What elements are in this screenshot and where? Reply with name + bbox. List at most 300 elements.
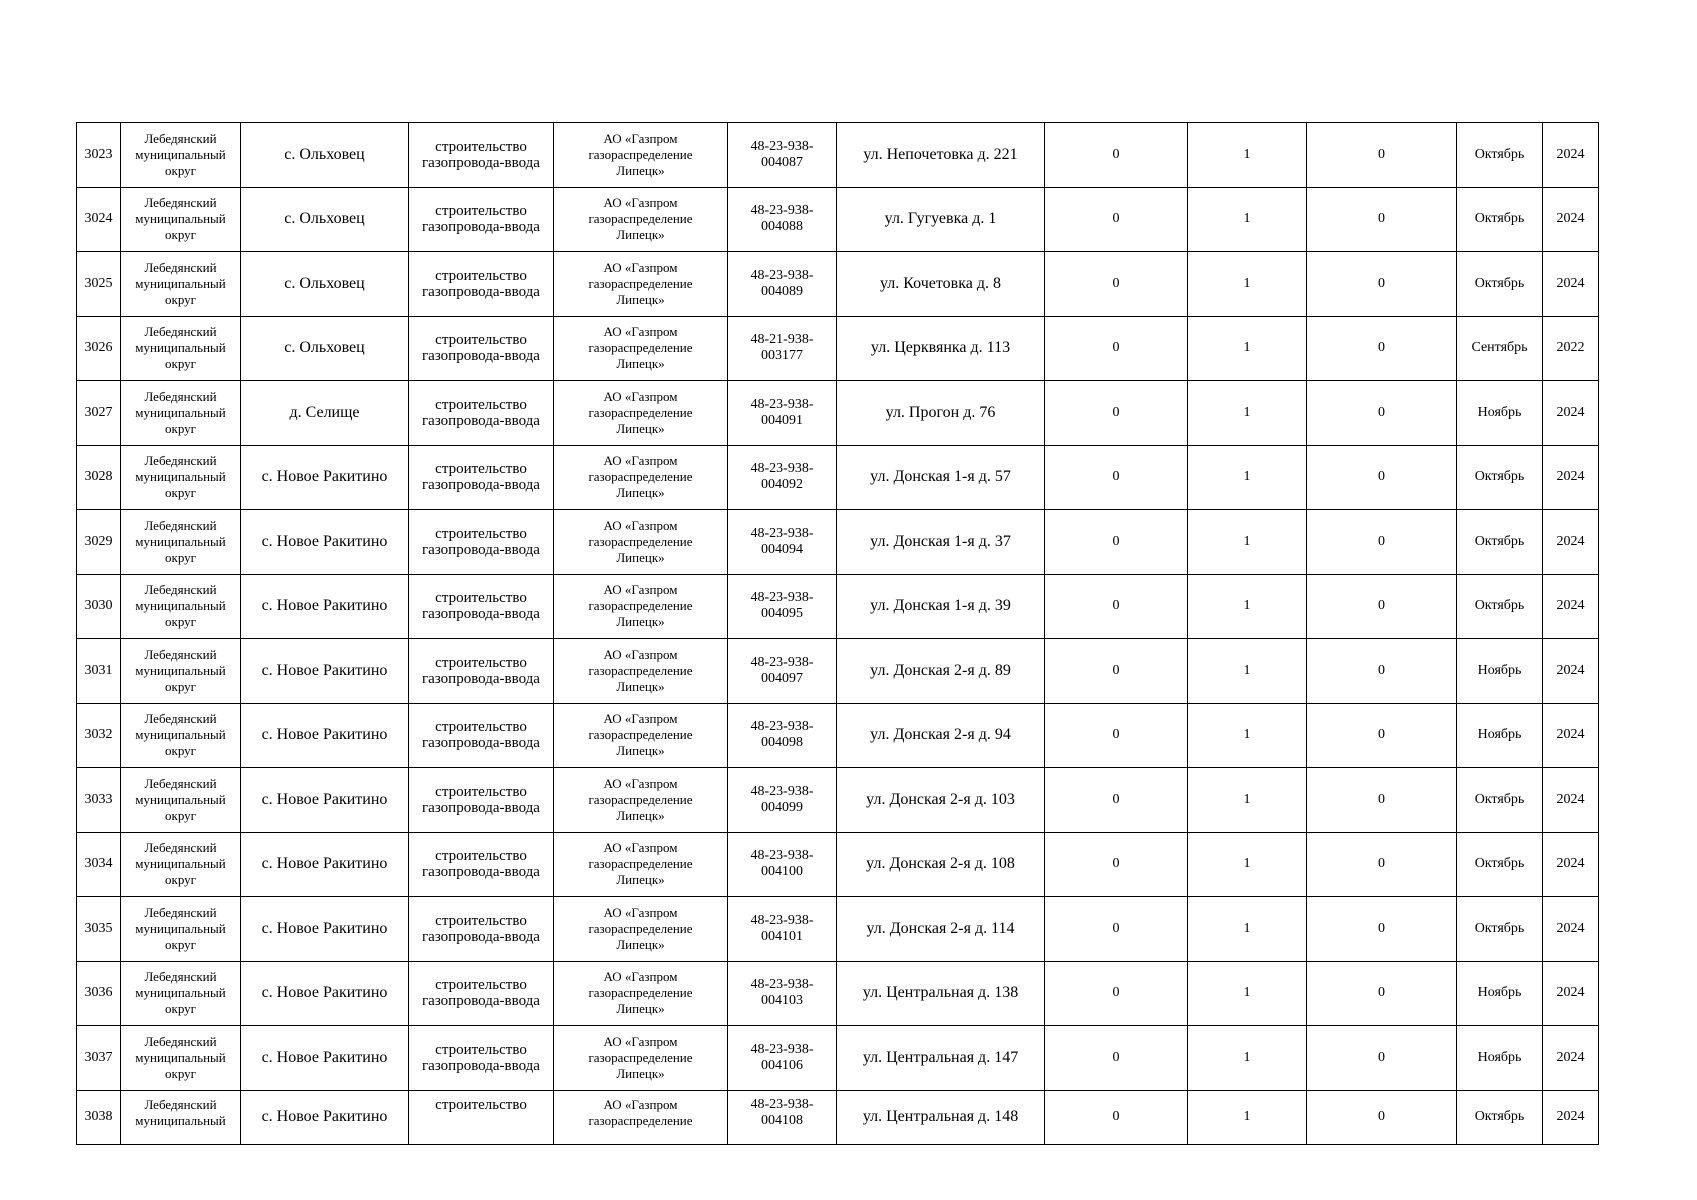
application-code-line: 48-23-938- xyxy=(750,203,814,219)
organization-cell xyxy=(554,445,728,510)
record-number-cell: 3034 xyxy=(77,832,121,897)
address-cell: ул. Центральная д. 148 xyxy=(837,1090,1045,1144)
organization-line: газораспределение xyxy=(588,791,693,807)
value-cell-2: 1 xyxy=(1188,703,1307,768)
application-code-cell xyxy=(728,1026,837,1091)
organization-line: газораспределение xyxy=(588,146,693,162)
year-cell: 2024 xyxy=(1543,445,1599,510)
work-type-line: строительство xyxy=(435,1096,527,1113)
value-cell-1: 0 xyxy=(1045,252,1188,317)
application-code-line: 48-23-938- xyxy=(750,783,814,799)
value-cell-1: 0 xyxy=(1045,574,1188,639)
organization-line: АО «Газпром xyxy=(603,324,678,340)
application-code-line: 48-23-938- xyxy=(750,396,814,412)
work-type-line: газопровода-ввода xyxy=(422,606,540,623)
value-cell-3: 0 xyxy=(1307,252,1457,317)
organization-line: АО «Газпром xyxy=(603,195,678,211)
district-cell xyxy=(121,961,241,1026)
district-cell xyxy=(121,252,241,317)
district-cell xyxy=(121,316,241,381)
work-type-line: газопровода-ввода xyxy=(422,541,540,558)
district-line: Лебедянский xyxy=(144,840,217,856)
value-cell-2: 1 xyxy=(1188,445,1307,510)
value-cell-3: 0 xyxy=(1307,510,1457,575)
application-code-cell xyxy=(728,123,837,188)
settlement-cell: с. Новое Ракитино xyxy=(241,574,409,639)
organization-line: газораспределение xyxy=(588,920,693,936)
application-code-cell xyxy=(728,703,837,768)
work-type-cell xyxy=(409,768,554,833)
work-type-line: газопровода-ввода xyxy=(422,928,540,945)
record-number-cell: 3026 xyxy=(77,316,121,381)
organization-line: Липецк» xyxy=(616,807,665,823)
work-type-cell xyxy=(409,510,554,575)
year-cell: 2024 xyxy=(1543,1026,1599,1091)
application-code-line: 004097 xyxy=(761,670,803,686)
organization-line: Липецк» xyxy=(616,614,665,630)
organization-line: газораспределение xyxy=(588,727,693,743)
district-line: Лебедянский xyxy=(144,195,217,211)
organization-line: газораспределение xyxy=(588,1049,693,1065)
district-line: Лебедянский xyxy=(144,904,217,920)
district-line: Лебедянский xyxy=(144,1033,217,1049)
organization-line: АО «Газпром xyxy=(603,969,678,985)
district-line: округ xyxy=(165,872,196,888)
work-type-line: строительство xyxy=(435,783,527,800)
work-type-cell xyxy=(409,703,554,768)
organization-line: Липецк» xyxy=(616,420,665,436)
work-type-line: строительство xyxy=(435,977,527,994)
organization-cell xyxy=(554,897,728,962)
value-cell-2: 1 xyxy=(1188,123,1307,188)
organization-line: АО «Газпром xyxy=(603,775,678,791)
application-code-line: 004100 xyxy=(761,864,803,880)
district-line: Лебедянский xyxy=(144,517,217,533)
work-type-line: строительство xyxy=(435,332,527,349)
application-code-line: 004108 xyxy=(761,1112,803,1128)
district-line: Лебедянский xyxy=(144,388,217,404)
year-cell: 2024 xyxy=(1543,381,1599,446)
application-code-line: 004099 xyxy=(761,799,803,815)
application-code-line: 004103 xyxy=(761,993,803,1009)
value-cell-2: 1 xyxy=(1188,510,1307,575)
application-code-cell xyxy=(728,574,837,639)
district-line: Лебедянский xyxy=(144,582,217,598)
settlement-cell: с. Новое Ракитино xyxy=(241,703,409,768)
application-code-line: 004095 xyxy=(761,606,803,622)
application-code-line: 004092 xyxy=(761,477,803,493)
organization-line: АО «Газпром xyxy=(603,453,678,469)
month-cell: Октябрь xyxy=(1457,445,1543,510)
application-code-line: 003177 xyxy=(761,348,803,364)
value-cell-3: 0 xyxy=(1307,703,1457,768)
settlement-cell: с. Новое Ракитино xyxy=(241,768,409,833)
organization-line: АО «Газпром xyxy=(603,517,678,533)
value-cell-1: 0 xyxy=(1045,123,1188,188)
settlement-cell: с. Новое Ракитино xyxy=(241,961,409,1026)
organization-line: газораспределение xyxy=(588,469,693,485)
district-line: Лебедянский xyxy=(144,324,217,340)
organization-line: Липецк» xyxy=(616,936,665,952)
table-row xyxy=(77,1090,1599,1144)
record-number-cell: 3036 xyxy=(77,961,121,1026)
value-cell-2: 1 xyxy=(1188,1090,1307,1144)
month-cell: Сентябрь xyxy=(1457,316,1543,381)
work-type-line: строительство xyxy=(435,590,527,607)
application-code-line: 48-23-938- xyxy=(750,267,814,283)
district-line: муниципальный xyxy=(135,920,226,936)
district-cell xyxy=(121,381,241,446)
work-type-line: строительство xyxy=(435,912,527,929)
work-type-cell xyxy=(409,832,554,897)
district-line: Лебедянский xyxy=(144,646,217,662)
application-code-line: 004091 xyxy=(761,412,803,428)
work-type-cell xyxy=(409,252,554,317)
work-type-line: газопровода-ввода xyxy=(422,735,540,752)
district-line: муниципальный xyxy=(135,598,226,614)
record-number-cell: 3025 xyxy=(77,252,121,317)
table-row xyxy=(77,574,1599,639)
value-cell-2: 1 xyxy=(1188,1026,1307,1091)
address-cell: ул. Донская 2-я д. 103 xyxy=(837,768,1045,833)
month-cell: Октябрь xyxy=(1457,252,1543,317)
gas-connection-table xyxy=(76,122,1599,1145)
month-cell: Ноябрь xyxy=(1457,1026,1543,1091)
value-cell-2: 1 xyxy=(1188,381,1307,446)
application-code-line: 48-23-938- xyxy=(750,138,814,154)
work-type-line: газопровода-ввода xyxy=(422,670,540,687)
work-type-line: газопровода-ввода xyxy=(422,799,540,816)
month-cell: Октябрь xyxy=(1457,510,1543,575)
organization-line: АО «Газпром xyxy=(603,840,678,856)
value-cell-1: 0 xyxy=(1045,381,1188,446)
address-cell: ул. Центральная д. 147 xyxy=(837,1026,1045,1091)
district-line: Лебедянский xyxy=(144,259,217,275)
month-cell: Ноябрь xyxy=(1457,381,1543,446)
organization-cell xyxy=(554,252,728,317)
application-code-line: 004106 xyxy=(761,1057,803,1073)
organization-cell xyxy=(554,1026,728,1091)
organization-line: Липецк» xyxy=(616,485,665,501)
work-type-line: газопровода-ввода xyxy=(422,993,540,1010)
organization-line: газораспределение xyxy=(588,275,693,291)
application-code-line: 48-23-938- xyxy=(750,654,814,670)
district-cell xyxy=(121,574,241,639)
organization-line: Липецк» xyxy=(616,162,665,178)
district-cell xyxy=(121,639,241,704)
value-cell-3: 0 xyxy=(1307,639,1457,704)
work-type-line: газопровода-ввода xyxy=(422,348,540,365)
value-cell-1: 0 xyxy=(1045,768,1188,833)
value-cell-1: 0 xyxy=(1045,1090,1188,1144)
settlement-cell: с. Новое Ракитино xyxy=(241,639,409,704)
application-code-line: 004098 xyxy=(761,735,803,751)
record-number-cell: 3024 xyxy=(77,187,121,252)
organization-line: АО «Газпром xyxy=(603,130,678,146)
settlement-cell: с. Ольховец xyxy=(241,316,409,381)
month-cell: Ноябрь xyxy=(1457,961,1543,1026)
district-line: муниципальный xyxy=(135,469,226,485)
district-line: Лебедянский xyxy=(144,775,217,791)
value-cell-2: 1 xyxy=(1188,961,1307,1026)
value-cell-3: 0 xyxy=(1307,445,1457,510)
organization-line: газораспределение xyxy=(588,662,693,678)
district-line: округ xyxy=(165,291,196,307)
table-body xyxy=(77,123,1599,1145)
record-number-cell: 3023 xyxy=(77,123,121,188)
table-row xyxy=(77,832,1599,897)
value-cell-1: 0 xyxy=(1045,703,1188,768)
record-number-cell: 3028 xyxy=(77,445,121,510)
application-code-cell xyxy=(728,1090,837,1144)
month-cell: Октябрь xyxy=(1457,123,1543,188)
organization-line: АО «Газпром xyxy=(603,582,678,598)
settlement-cell: с. Ольховец xyxy=(241,187,409,252)
value-cell-3: 0 xyxy=(1307,316,1457,381)
settlement-cell: с. Новое Ракитино xyxy=(241,1090,409,1144)
address-cell: ул. Донская 1-я д. 37 xyxy=(837,510,1045,575)
address-cell: ул. Непочетовка д. 221 xyxy=(837,123,1045,188)
settlement-cell: с. Ольховец xyxy=(241,123,409,188)
record-number-cell: 3031 xyxy=(77,639,121,704)
address-cell: ул. Прогон д. 76 xyxy=(837,381,1045,446)
organization-cell xyxy=(554,123,728,188)
settlement-cell: с. Новое Ракитино xyxy=(241,1026,409,1091)
district-line: муниципальный xyxy=(135,1049,226,1065)
address-cell: ул. Донская 1-я д. 39 xyxy=(837,574,1045,639)
value-cell-3: 0 xyxy=(1307,832,1457,897)
record-number-cell: 3038 xyxy=(77,1090,121,1144)
application-code-line: 48-23-938- xyxy=(750,461,814,477)
settlement-cell: с. Новое Ракитино xyxy=(241,897,409,962)
district-line: округ xyxy=(165,743,196,759)
table-row xyxy=(77,510,1599,575)
work-type-cell xyxy=(409,1026,554,1091)
district-line: округ xyxy=(165,420,196,436)
organization-line: газораспределение xyxy=(588,985,693,1001)
organization-line: Липецк» xyxy=(616,743,665,759)
month-cell: Ноябрь xyxy=(1457,639,1543,704)
application-code-line: 004088 xyxy=(761,219,803,235)
work-type-cell xyxy=(409,1090,554,1144)
year-cell: 2024 xyxy=(1543,703,1599,768)
table-row xyxy=(77,897,1599,962)
work-type-line: газопровода-ввода xyxy=(422,283,540,300)
district-line: Лебедянский xyxy=(144,1096,217,1112)
address-cell: ул. Донская 2-я д. 114 xyxy=(837,897,1045,962)
organization-line: АО «Газпром xyxy=(603,388,678,404)
district-cell xyxy=(121,510,241,575)
record-number-cell: 3032 xyxy=(77,703,121,768)
value-cell-3: 0 xyxy=(1307,897,1457,962)
work-type-cell xyxy=(409,123,554,188)
district-line: муниципальный xyxy=(135,727,226,743)
district-line: Лебедянский xyxy=(144,969,217,985)
work-type-line: строительство xyxy=(435,267,527,284)
value-cell-2: 1 xyxy=(1188,897,1307,962)
work-type-cell xyxy=(409,639,554,704)
work-type-line: строительство xyxy=(435,138,527,155)
table-row xyxy=(77,252,1599,317)
district-line: муниципальный xyxy=(135,533,226,549)
application-code-cell xyxy=(728,187,837,252)
organization-line: Липецк» xyxy=(616,356,665,372)
application-code-line: 48-23-938- xyxy=(750,525,814,541)
district-line: округ xyxy=(165,356,196,372)
value-cell-3: 0 xyxy=(1307,961,1457,1026)
month-cell: Ноябрь xyxy=(1457,703,1543,768)
district-cell xyxy=(121,703,241,768)
value-cell-2: 1 xyxy=(1188,639,1307,704)
application-code-line: 48-23-938- xyxy=(750,719,814,735)
year-cell: 2024 xyxy=(1543,1090,1599,1144)
month-cell: Октябрь xyxy=(1457,897,1543,962)
settlement-cell: д. Селище xyxy=(241,381,409,446)
value-cell-1: 0 xyxy=(1045,510,1188,575)
work-type-line: строительство xyxy=(435,203,527,220)
application-code-cell xyxy=(728,639,837,704)
application-code-line: 004101 xyxy=(761,928,803,944)
organization-line: газораспределение xyxy=(588,533,693,549)
organization-line: Липецк» xyxy=(616,291,665,307)
value-cell-1: 0 xyxy=(1045,1026,1188,1091)
value-cell-2: 1 xyxy=(1188,574,1307,639)
work-type-line: газопровода-ввода xyxy=(422,154,540,171)
work-type-line: газопровода-ввода xyxy=(422,864,540,881)
table-row xyxy=(77,703,1599,768)
value-cell-2: 1 xyxy=(1188,768,1307,833)
district-line: муниципальный xyxy=(135,146,226,162)
district-line: Лебедянский xyxy=(144,130,217,146)
work-type-cell xyxy=(409,381,554,446)
record-number-cell: 3029 xyxy=(77,510,121,575)
district-line: округ xyxy=(165,1065,196,1081)
application-code-cell xyxy=(728,445,837,510)
organization-line: газораспределение xyxy=(588,1112,693,1128)
work-type-line: строительство xyxy=(435,1041,527,1058)
district-line: муниципальный xyxy=(135,404,226,420)
organization-line: АО «Газпром xyxy=(603,1096,678,1112)
year-cell: 2024 xyxy=(1543,574,1599,639)
year-cell: 2022 xyxy=(1543,316,1599,381)
value-cell-2: 1 xyxy=(1188,316,1307,381)
district-line: Лебедянский xyxy=(144,453,217,469)
district-line: муниципальный xyxy=(135,662,226,678)
value-cell-3: 0 xyxy=(1307,187,1457,252)
address-cell: ул. Кочетовка д. 8 xyxy=(837,252,1045,317)
district-line: Лебедянский xyxy=(144,711,217,727)
district-line: муниципальный xyxy=(135,275,226,291)
value-cell-3: 0 xyxy=(1307,574,1457,639)
table-row xyxy=(77,123,1599,188)
district-line: округ xyxy=(165,807,196,823)
address-cell: ул. Донская 1-я д. 57 xyxy=(837,445,1045,510)
organization-cell xyxy=(554,832,728,897)
work-type-cell xyxy=(409,187,554,252)
table-row xyxy=(77,445,1599,510)
organization-cell xyxy=(554,961,728,1026)
table-row xyxy=(77,768,1599,833)
year-cell: 2024 xyxy=(1543,187,1599,252)
application-code-line: 48-23-938- xyxy=(750,912,814,928)
year-cell: 2024 xyxy=(1543,768,1599,833)
application-code-cell xyxy=(728,768,837,833)
application-code-line: 48-23-938- xyxy=(750,1041,814,1057)
year-cell: 2024 xyxy=(1543,510,1599,575)
organization-line: АО «Газпром xyxy=(603,1033,678,1049)
month-cell: Октябрь xyxy=(1457,187,1543,252)
district-line: муниципальный xyxy=(135,1112,226,1128)
value-cell-1: 0 xyxy=(1045,187,1188,252)
month-cell: Октябрь xyxy=(1457,574,1543,639)
application-code-cell xyxy=(728,510,837,575)
table-row xyxy=(77,961,1599,1026)
table-row xyxy=(77,187,1599,252)
district-line: муниципальный xyxy=(135,211,226,227)
organization-line: Липецк» xyxy=(616,872,665,888)
district-line: округ xyxy=(165,162,196,178)
organization-cell xyxy=(554,381,728,446)
application-code-line: 004089 xyxy=(761,283,803,299)
organization-line: Липецк» xyxy=(616,678,665,694)
value-cell-2: 1 xyxy=(1188,187,1307,252)
record-number-cell: 3035 xyxy=(77,897,121,962)
value-cell-1: 0 xyxy=(1045,316,1188,381)
organization-cell xyxy=(554,639,728,704)
application-code-cell xyxy=(728,252,837,317)
application-code-cell xyxy=(728,316,837,381)
district-line: муниципальный xyxy=(135,985,226,1001)
settlement-cell: с. Ольховец xyxy=(241,252,409,317)
organization-line: АО «Газпром xyxy=(603,646,678,662)
district-line: округ xyxy=(165,936,196,952)
record-number-cell: 3033 xyxy=(77,768,121,833)
organization-cell xyxy=(554,574,728,639)
value-cell-3: 0 xyxy=(1307,123,1457,188)
year-cell: 2024 xyxy=(1543,897,1599,962)
district-cell xyxy=(121,1026,241,1091)
value-cell-2: 1 xyxy=(1188,252,1307,317)
organization-cell xyxy=(554,316,728,381)
application-code-line: 48-23-938- xyxy=(750,1096,814,1112)
value-cell-1: 0 xyxy=(1045,639,1188,704)
district-line: муниципальный xyxy=(135,856,226,872)
district-cell xyxy=(121,445,241,510)
organization-cell xyxy=(554,1090,728,1144)
district-cell xyxy=(121,768,241,833)
settlement-cell: с. Новое Ракитино xyxy=(241,510,409,575)
record-number-cell: 3037 xyxy=(77,1026,121,1091)
work-type-line: газопровода-ввода xyxy=(422,412,540,429)
work-type-line: строительство xyxy=(435,654,527,671)
record-number-cell: 3030 xyxy=(77,574,121,639)
district-line: округ xyxy=(165,227,196,243)
organization-line: АО «Газпром xyxy=(603,259,678,275)
application-code-line: 48-23-938- xyxy=(750,590,814,606)
value-cell-3: 0 xyxy=(1307,1090,1457,1144)
year-cell: 2024 xyxy=(1543,123,1599,188)
application-code-cell xyxy=(728,381,837,446)
value-cell-1: 0 xyxy=(1045,897,1188,962)
address-cell: ул. Центральная д. 138 xyxy=(837,961,1045,1026)
work-type-line: газопровода-ввода xyxy=(422,1057,540,1074)
value-cell-2: 1 xyxy=(1188,832,1307,897)
application-code-line: 004094 xyxy=(761,541,803,557)
settlement-cell: с. Новое Ракитино xyxy=(241,832,409,897)
organization-line: Липецк» xyxy=(616,227,665,243)
organization-line: газораспределение xyxy=(588,404,693,420)
month-cell: Октябрь xyxy=(1457,832,1543,897)
